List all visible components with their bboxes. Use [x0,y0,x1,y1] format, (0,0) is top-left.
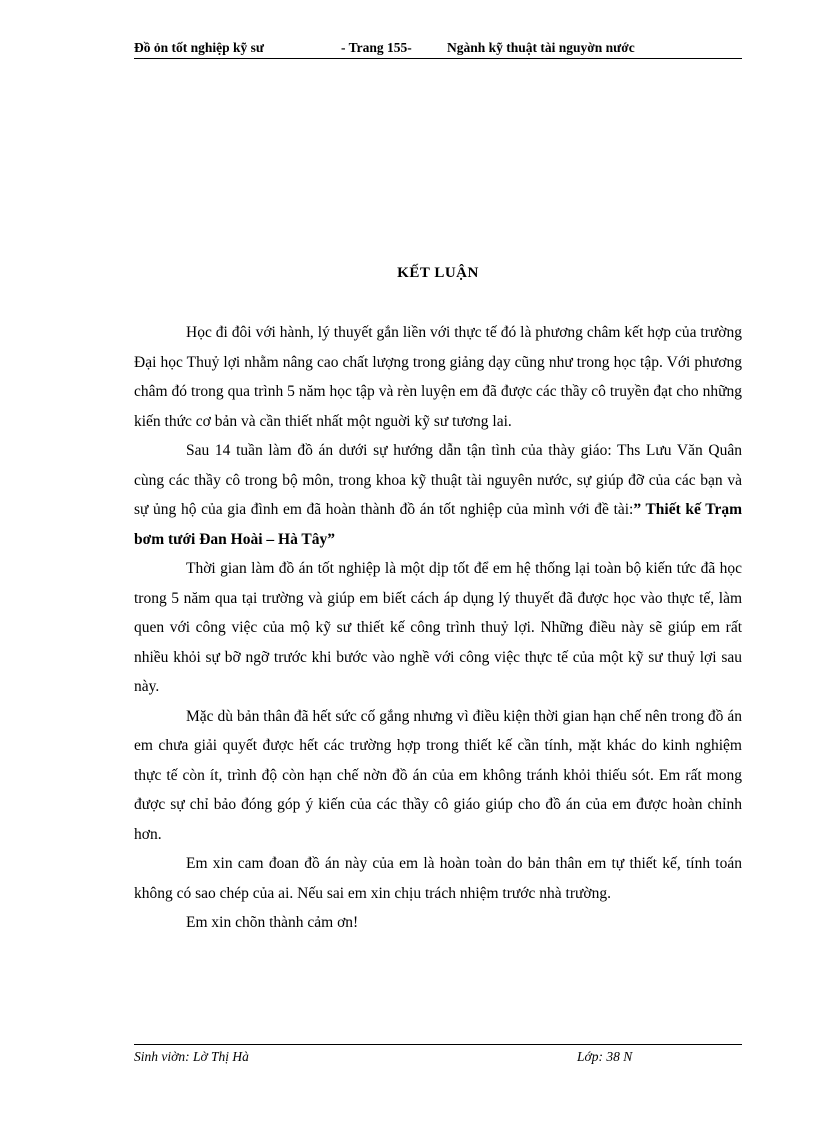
paragraph-intro: Học đi đôi với hành, lý thuyết gắn liền với thực tế đó là phương châm kết hợp của trường Đại học Thuỷ lợi nhằm nâng cao chất lượng trong giảng dạy cũng như trong học tập. Với phương châm đó trong qua trình 5 năm học tập và rèn luyện em đã được các thầy cô truyền đạt cho những kiến thức cơ bản và cần thiết nhất một nguời kỹ sư tương lai. [134,324,742,430]
paragraph-acknowledgement-text: Sau 14 tuần làm đồ án dưới sự hướng dẫn tận tình của thày giáo: Ths Lưu Văn Quân cùng các thầy cô trong bộ môn, trong khoa kỹ thuật tài nguyên nước, sự giúp đỡ của các bạn và sự ủng hộ của gia đình em đã hoàn thành đồ án tốt nghiệp của mình với đề tài: [134,442,742,518]
document-body [134,318,742,938]
page-footer [134,1044,742,1064]
header-page-number: - Trang 155- [341,40,412,55]
header-document-type: Đồ ỏn tốt nghiệp kỹ sư [134,40,265,55]
page-title: KẾT LUẬN [397,265,479,281]
header-department: Ngành kỹ thuật tài nguyờn nước [447,40,635,55]
paragraph-limitations: Mặc dù bản thân đã hết sức cố gắng nhưng vì điều kiện thời gian hạn chế nên trong đồ án em chưa giải quyết được hết các trường hợp trong thiết kế cần tính, mặt khác do kinh nghiệm thực tế còn ít, trình độ còn hạn chế nờn đồ án của em không tránh khỏi thiếu sót. Em rất mong được sự chỉ bảo đóng góp ý kiến của các thầy cô giáo giúp cho đồ án của em được hoàn chỉnh hơn. [134,707,742,843]
paragraph-experience: Thời gian làm đồ án tốt nghiệp là một dịp tốt để em hệ thống lại toàn bộ kiến tức đã học trong 5 năm qua tại trường và giúp em biết cách áp dụng lý thuyết đã được học vào thực tế, làm quen với công việc của mộ kỹ sư thiết kế công trình thuỷ lợi. Những điều này sẽ giúp em rất nhiều khỏi sự bỡ ngỡ trước khi bước vào nghề với công việc thực tế của một kỹ sư thuỷ lợi sau này. [134,560,742,695]
thesis-topic: ” Thiết kế Trạm bơm tưới Đan Hoài – Hà Tây” [134,501,742,548]
footer-class: Lớp: 38 N [577,1049,633,1064]
footer-student-name: Sinh viờn: Lờ Thị Hà [134,1049,249,1064]
paragraph-acknowledgement [134,436,742,554]
paragraph-declaration: Em xin cam đoan đồ án này của em là hoàn toàn do bản thân em tự thiết kế, tính toán không có sao chép của ai. Nếu sai em xin chịu trách nhiệm trước nhà trường. [134,855,742,902]
page-header [134,38,742,59]
paragraph-thanks: Em xin chõn thành cảm ơn! [186,914,359,931]
